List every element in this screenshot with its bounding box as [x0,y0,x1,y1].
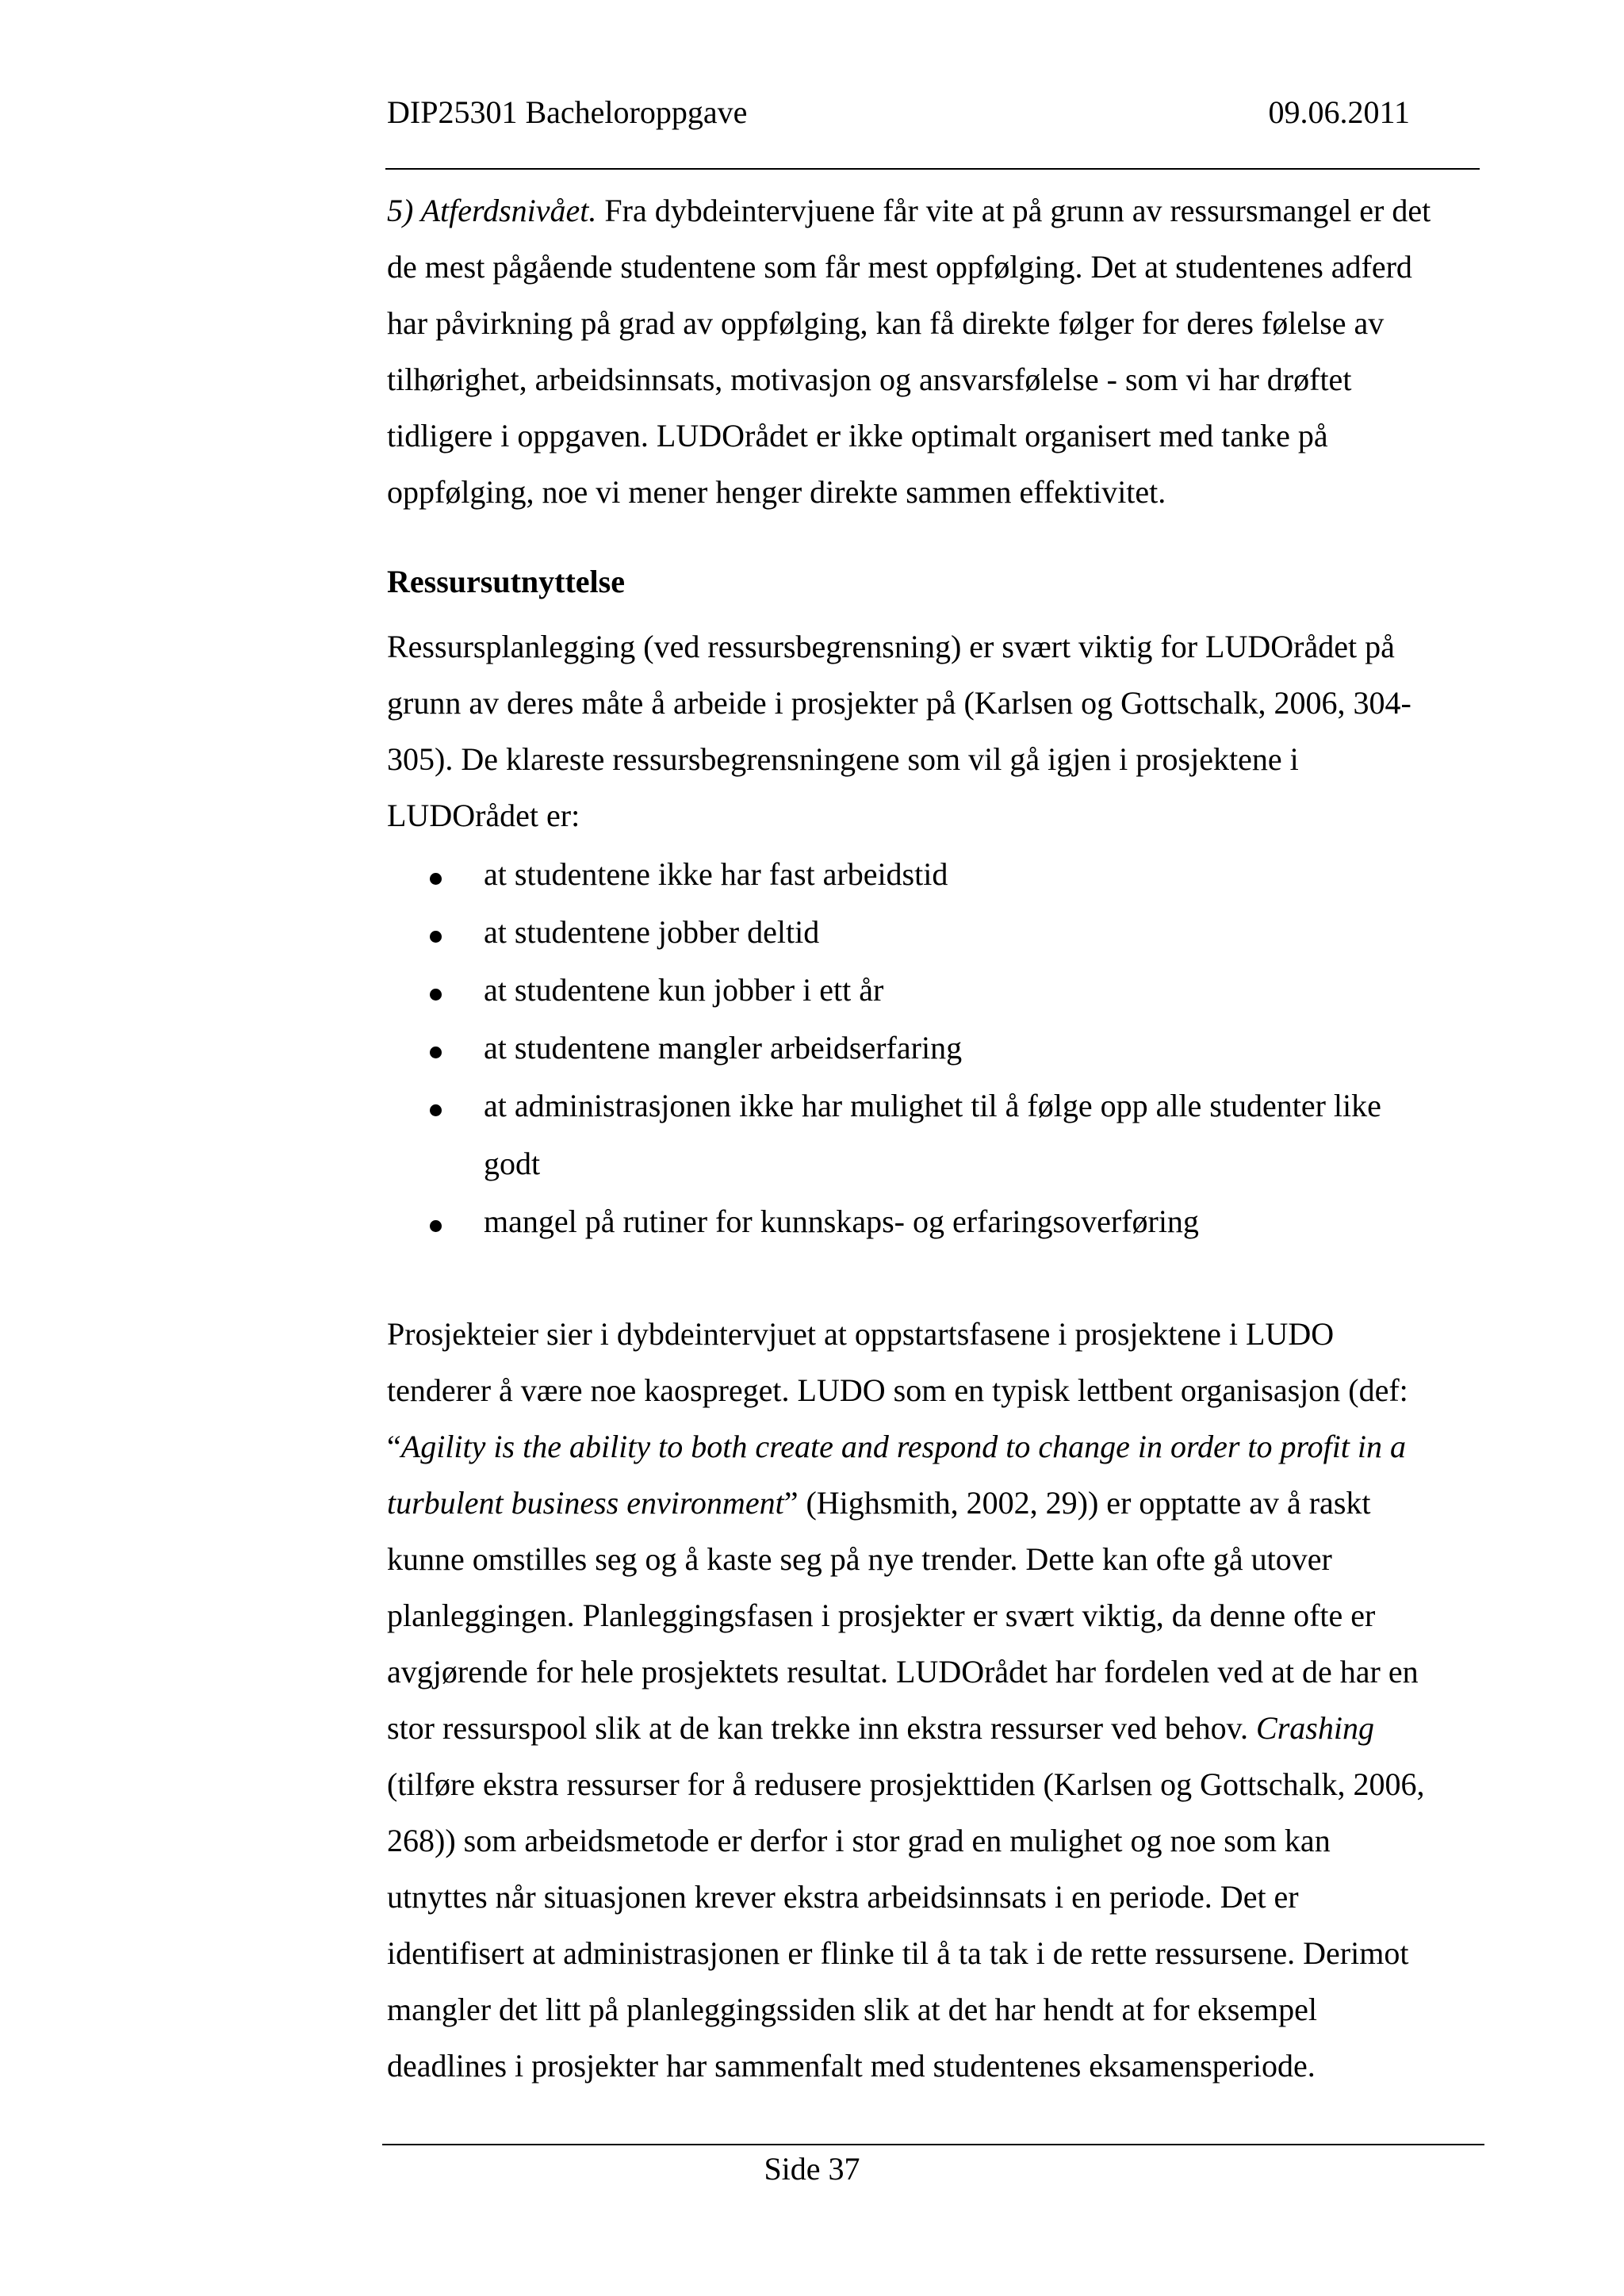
para3-line-13: mangler det litt på planleggingssiden slik at det har hendt at for eksempel [387,1992,1318,2027]
para1-line-2: de mest pågående studentene som får mest oppfølging. Det at studentenes adferd [387,249,1412,285]
para3-line-4 [387,1484,1371,1522]
bullet-dot-icon [430,989,442,1001]
bullet-dot-icon [430,931,442,943]
para2-line-2: grunn av deres måte å arbeide i prosjekter på (Karlsen og Gottschalk, 2006, 304- [387,685,1411,721]
para1-line-1 [387,192,1431,230]
para1-line-5: tidligere i oppgaven. LUDOrådet er ikke optimalt organisert med tanke på [387,418,1328,453]
para1-lead: 5) Atferdsnivået. [387,193,597,228]
bullet-item-continuation: godt [484,1146,541,1181]
header-date: 09.06.2011 [1268,94,1410,130]
para3-line-6: planleggingen. Planleggingsfasen i prosjekter er svært viktig, da denne ofte er [387,1598,1376,1633]
para3-line-2: tenderer å være noe kaospreget. LUDO som en typisk lettbent organisasjon (def: [387,1372,1408,1408]
para2-line-3: 305). De klareste ressursbegrensningene som vil gå igjen i prosjektene i [387,741,1299,777]
page-number: Side 37 [764,2151,860,2187]
para1-line-6: oppfølging, noe vi mener henger direkte sammen effektivitet. [387,474,1166,510]
bullet-item: at studentene kun jobber i ett år [484,972,884,1008]
footer-rule [382,2144,1484,2145]
para3-line-3 [387,1428,1406,1466]
bullet-item: at studentene ikke har fast arbeidstid [484,856,948,892]
para2-line-4: LUDOrådet er: [387,798,580,833]
para3-line-10: 268)) som arbeidsmetode er derfor i stor grad en mulighet og noe som kan [387,1823,1331,1858]
para3-line-8 [387,1709,1374,1747]
para1-line-3: har påvirkning på grad av oppfølging, kan få direkte følger for deres følelse av [387,305,1385,341]
header-title: DIP25301 Bacheloroppgave [387,94,748,130]
para1-line-1-text: Fra dybdeintervjuene får vite at på grunn av ressursmangel er det [596,193,1431,228]
quote-italic-2: turbulent business environment [387,1485,784,1521]
term-crashing: Crashing [1256,1710,1374,1746]
bullet-item: at studentene mangler arbeidserfaring [484,1030,963,1066]
para3-line-7: avgjørende for hele prosjektets resultat. LUDOrådet har fordelen ved at de har en [387,1654,1419,1689]
para2-line-1: Ressursplanlegging (ved ressursbegrensning) er svært viktig for LUDOrådet på [387,629,1395,664]
quote-open: “ [387,1429,401,1464]
para3-line-14: deadlines i prosjekter har sammenfalt med studentenes eksamensperiode. [387,2048,1316,2084]
header-rule [385,168,1480,170]
section-heading: Ressursutnyttelse [387,564,625,599]
bullet-dot-icon [430,1047,442,1058]
para3-line-4-rest: ” (Highsmith, 2002, 29)) er opptatte av å raskt [783,1485,1371,1521]
para3-line-1: Prosjekteier sier i dybdeintervjuet at oppstartsfasene i prosjektene i LUDO [387,1316,1335,1352]
quote-italic-1: Agility is the ability to both create and respond to change in order to profit in a [400,1429,1407,1464]
bullet-item: at administrasjonen ikke har mulighet til å følge opp alle studenter like [484,1088,1381,1123]
para3-line-11: utnyttes når situasjonen krever ekstra arbeidsinnsats i en periode. Det er [387,1879,1299,1915]
bullet-dot-icon [430,1104,442,1116]
para3-line-8-text: stor ressurspool slik at de kan trekke inn ekstra ressurser ved behov. [387,1710,1257,1746]
bullet-item: at studentene jobber deltid [484,914,820,950]
bullet-item: mangel på rutiner for kunnskaps- og erfaringsoverføring [484,1203,1199,1239]
bullet-dot-icon [430,873,442,885]
bullet-dot-icon [430,1220,442,1232]
para3-line-5: kunne omstilles seg og å kaste seg på nye trender. Dette kan ofte gå utover [387,1541,1332,1577]
para3-line-12: identifisert at administrasjonen er flinke til å ta tak i de rette ressursene. Derimot [387,1935,1409,1971]
para3-line-9: (tilføre ekstra ressurser for å redusere prosjekttiden (Karlsen og Gottschalk, 2006, [387,1766,1425,1802]
para1-line-4: tilhørighet, arbeidsinnsats, motivasjon og ansvarsfølelse - som vi har drøftet [387,362,1352,397]
